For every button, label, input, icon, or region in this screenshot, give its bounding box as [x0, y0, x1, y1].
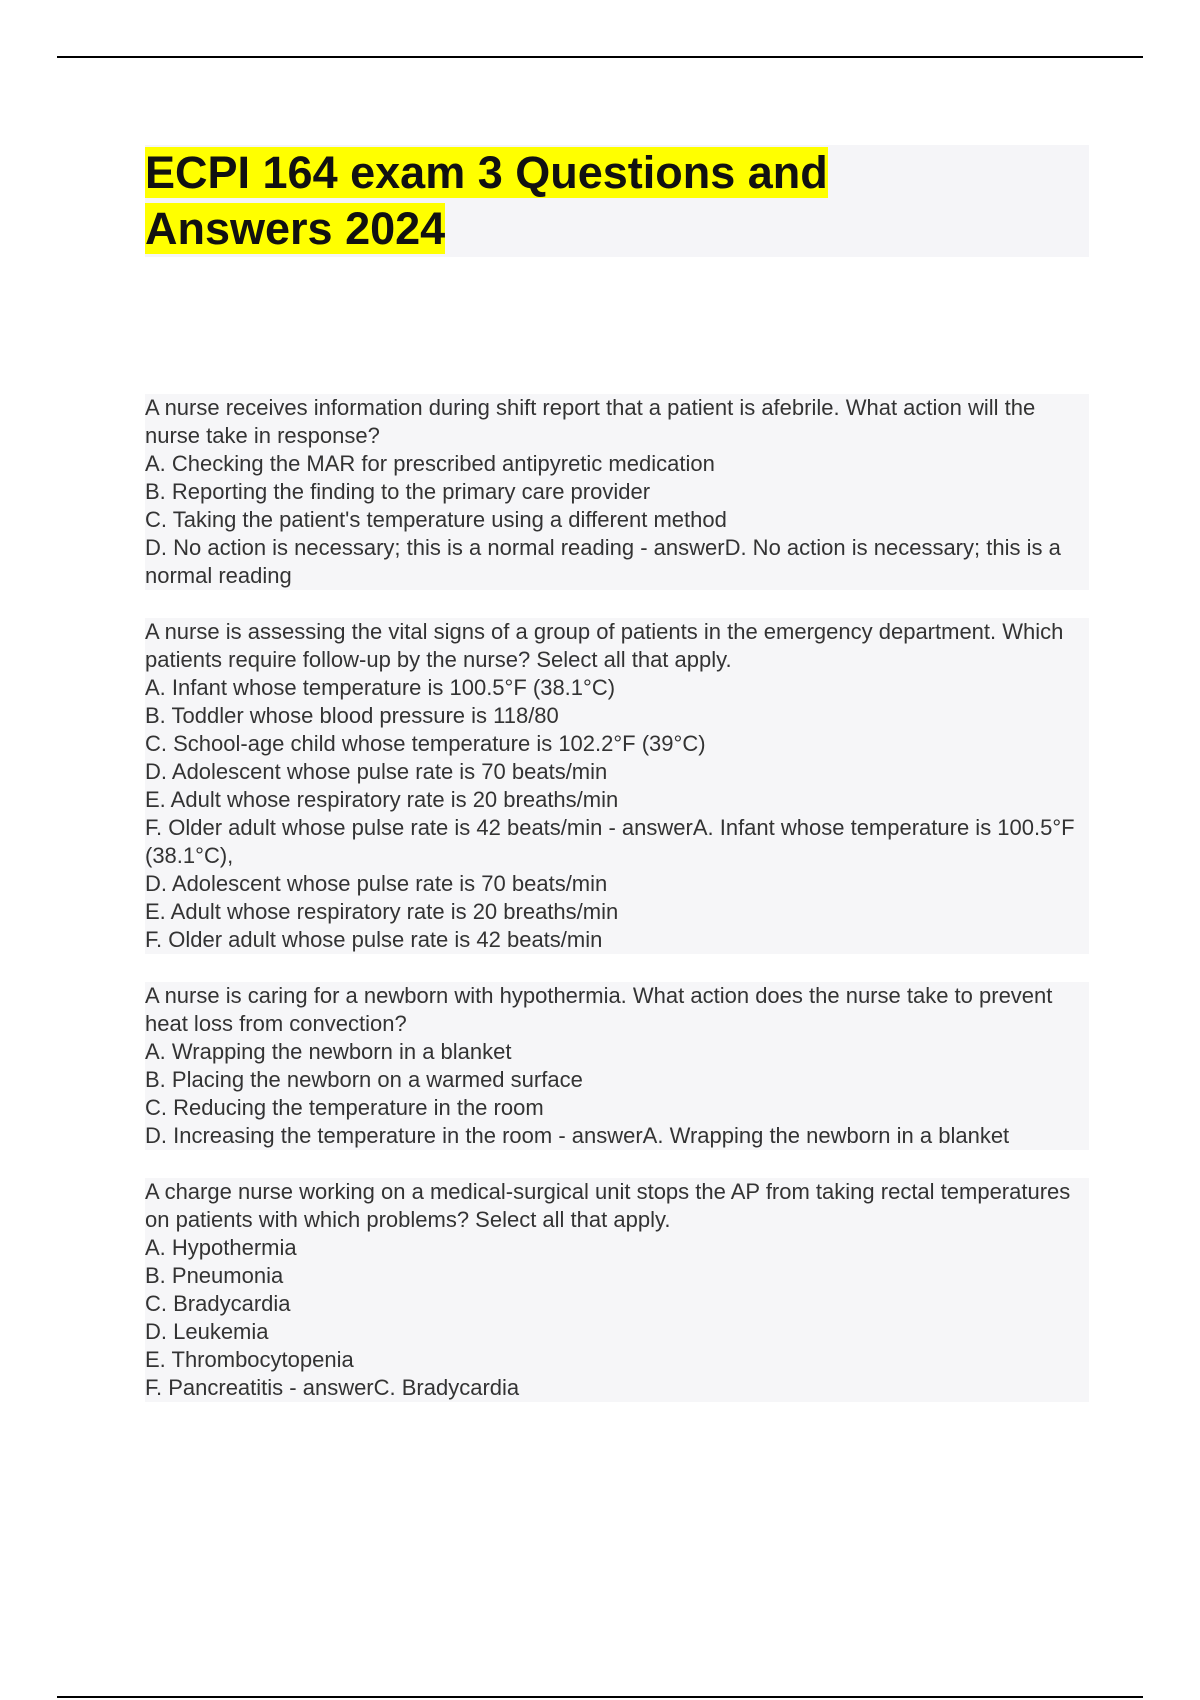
question-stem: A nurse receives information during shift report that a patient is afebrile. What action will the nurse take in response?	[145, 394, 1089, 450]
answer-key-line: F. Older adult whose pulse rate is 42 beats/min	[145, 926, 1089, 954]
question-3	[145, 982, 1089, 1150]
question-4	[145, 1178, 1089, 1402]
question-1	[145, 394, 1089, 590]
title-line-2: Answers 2024	[145, 203, 446, 254]
answer-option-with-key: D. Increasing the temperature in the room - answerA. Wrapping the newborn in a blanket	[145, 1122, 1089, 1150]
answer-option: C. Reducing the temperature in the room	[145, 1094, 1089, 1122]
title-block	[145, 145, 1089, 257]
question-2	[145, 618, 1089, 954]
answer-option: B. Toddler whose blood pressure is 118/80	[145, 702, 1089, 730]
question-stem: A charge nurse working on a medical-surgical unit stops the AP from taking rectal temperatures on patients with which problems? Select all that apply.	[145, 1178, 1089, 1234]
bottom-rule	[57, 1696, 1143, 1698]
answer-option: D. Leukemia	[145, 1318, 1089, 1346]
answer-option-with-key: F. Older adult whose pulse rate is 42 beats/min - answerA. Infant whose temperature is 100.5°F (38.1°C),	[145, 814, 1089, 870]
answer-option: B. Pneumonia	[145, 1262, 1089, 1290]
top-rule	[57, 56, 1143, 58]
title-line-1: ECPI 164 exam 3 Questions and	[145, 147, 828, 198]
answer-option: A. Checking the MAR for prescribed antipyretic medication	[145, 450, 1089, 478]
answer-option: D. Adolescent whose pulse rate is 70 beats/min	[145, 758, 1089, 786]
answer-option: E. Adult whose respiratory rate is 20 breaths/min	[145, 786, 1089, 814]
answer-option: C. Bradycardia	[145, 1290, 1089, 1318]
answer-option: B. Placing the newborn on a warmed surface	[145, 1066, 1089, 1094]
answer-key-line: D. Adolescent whose pulse rate is 70 beats/min	[145, 870, 1089, 898]
answer-key-line: E. Adult whose respiratory rate is 20 breaths/min	[145, 898, 1089, 926]
answer-option: E. Thrombocytopenia	[145, 1346, 1089, 1374]
answer-option: B. Reporting the finding to the primary care provider	[145, 478, 1089, 506]
answer-option: A. Infant whose temperature is 100.5°F (38.1°C)	[145, 674, 1089, 702]
document-title	[145, 145, 1089, 257]
answer-option: A. Wrapping the newborn in a blanket	[145, 1038, 1089, 1066]
question-list	[145, 394, 1089, 1402]
answer-option-with-key: D. No action is necessary; this is a normal reading - answerD. No action is necessary; this is a normal reading	[145, 534, 1089, 590]
answer-option-with-key: F. Pancreatitis - answerC. Bradycardia	[145, 1374, 1089, 1402]
question-stem: A nurse is assessing the vital signs of a group of patients in the emergency department. Which patients require follow-up by the nurse? Select all that apply.	[145, 618, 1089, 674]
question-stem: A nurse is caring for a newborn with hypothermia. What action does the nurse take to prevent heat loss from convection?	[145, 982, 1089, 1038]
answer-option: C. Taking the patient's temperature using a different method	[145, 506, 1089, 534]
document-body	[145, 145, 1089, 1430]
answer-option: A. Hypothermia	[145, 1234, 1089, 1262]
answer-option: C. School-age child whose temperature is 102.2°F (39°C)	[145, 730, 1089, 758]
